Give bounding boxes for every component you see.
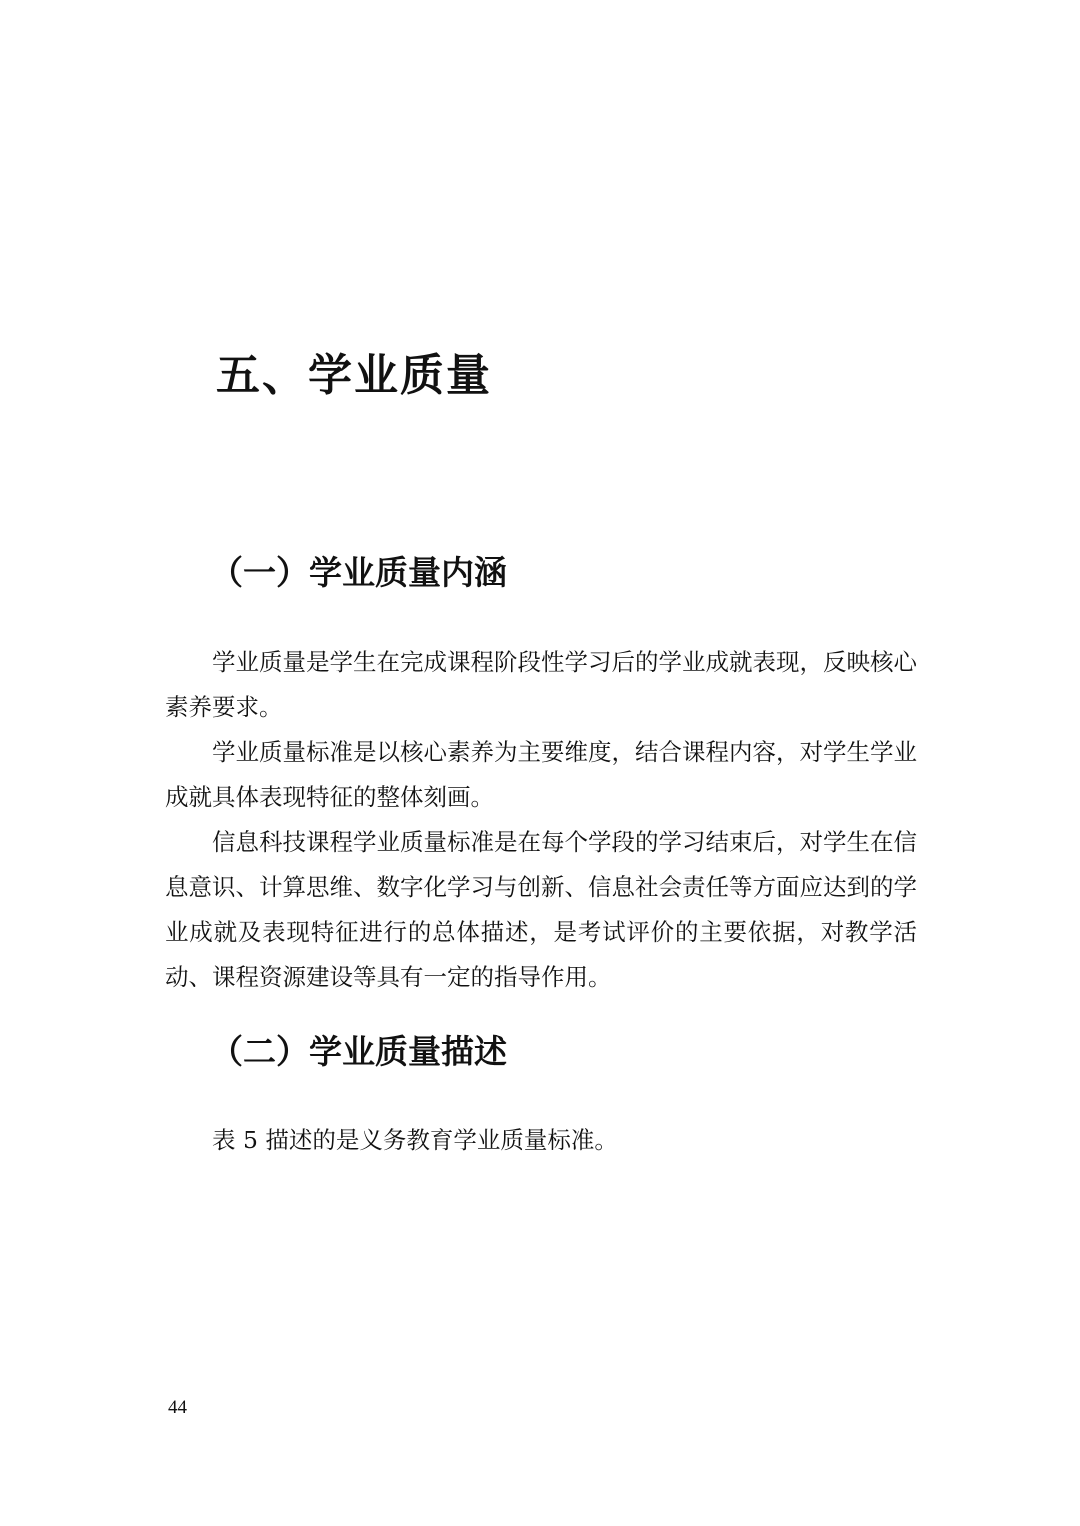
section-body-quality-description [165,1118,917,1163]
chapter-title: 五、学业质量 [216,350,492,401]
paragraph: 表 5 描述的是义务教育学业质量标准。 [212,1126,618,1154]
section-heading-quality-meaning: （一）学业质量内涵 [210,553,507,592]
paragraph: 学业质量标准是以核心素养为主要维度，结合课程内容，对学生学业成就具体表现特征的整体刻画。 [165,738,917,811]
paragraph: 信息科技课程学业质量标准是在每个学段的学习结束后，对学生在信息意识、计算思维、数字化学习与创新、信息社会责任等方面应达到的学业成就及表现特征进行的总体描述，是考试评价的主要依据，对教学活动、课程资源建设等具有一定的指导作用。 [165,828,917,991]
section-heading-quality-description: （二）学业质量描述 [210,1032,507,1071]
paragraph: 学业质量是学生在完成课程阶段性学习后的学业成就表现，反映核心素养要求。 [165,648,917,721]
section-body-quality-meaning [165,640,917,1000]
page-number: 44 [168,1397,187,1418]
